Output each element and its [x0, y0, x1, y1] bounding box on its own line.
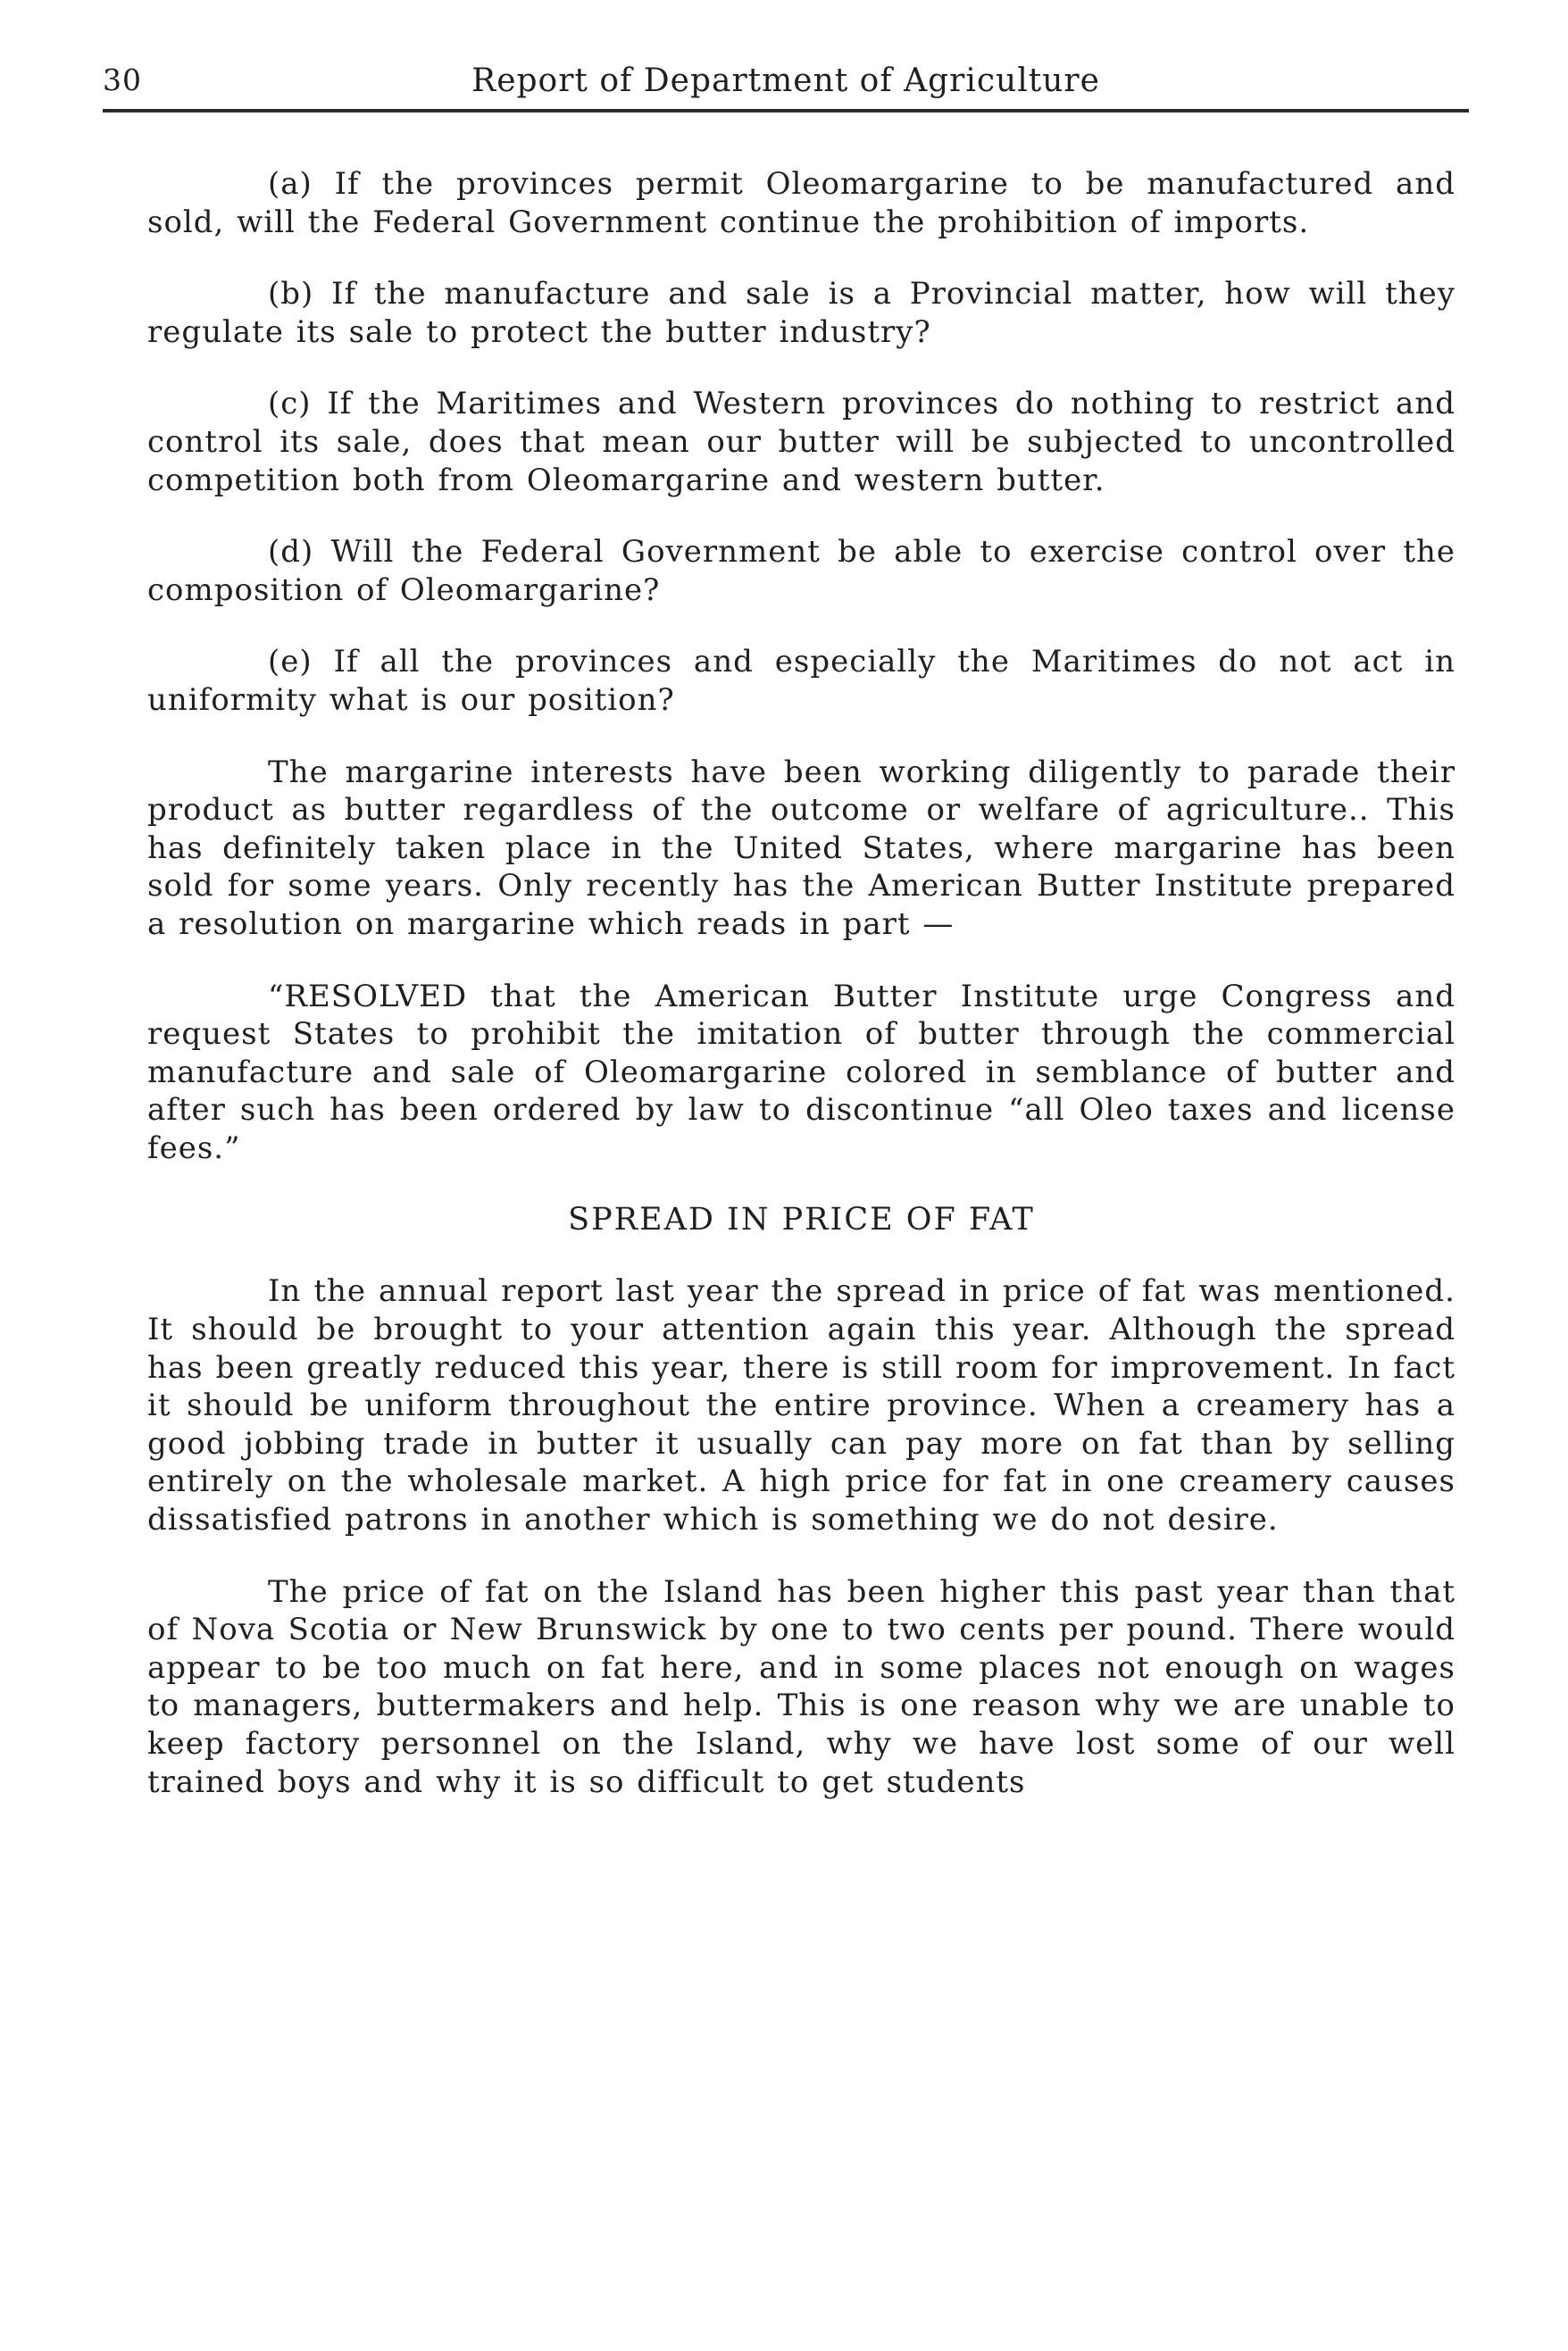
island-price-paragraph: The price of fat on the Island has been higher this past year than that of Nova Scotia or New Brunswick by one to two cents per pound. There would appear to be too much on fat here, and in some places not enough on wages to managers, buttermakers and help. This is one reason why we are unable to keep factory personnel on the Island, why we have lost some of our well trained boys and why it is so difficult to get students [147, 1573, 1455, 1800]
resolution-quote-paragraph: “RESOLVED that the American Butter Institute urge Congress and request States to prohibit the imitation of butter through the commercial manufacture and sale of Oleomargarine colored in semblance of butter and after such has been ordered by law to discontinue “all Oleo taxes and license fees.” [147, 978, 1455, 1166]
header-rule [103, 109, 1469, 113]
page-header [103, 63, 1469, 116]
question-d-paragraph: (d) Will the Federal Government be able to exercise control over the composition of Oleomargarine? [147, 534, 1455, 608]
margarine-interests-paragraph: The margarine interests have been working diligently to parade their product as butter regardless of the outcome or welfare of agriculture.. This has definitely taken place in the United States, where margarine has been sold for some years. Only recently has the American Butter Institute prepared a resolution on margarine which reads in part — [147, 754, 1455, 942]
question-e-paragraph: (e) If all the provinces and especially the Maritimes do not act in uniformity what is our position? [147, 644, 1455, 718]
question-c-paragraph: (c) If the Maritimes and Western provinces do nothing to restrict and control its sale, does that mean our butter will be subjected to uncontrolled competition both from Oleomargarine and western butter. [147, 386, 1455, 498]
question-b-paragraph: (b) If the manufacture and sale is a Provincial matter, how will they regulate its sale to protect the butter industry? [147, 276, 1455, 350]
spread-in-price-paragraph: In the annual report last year the spread in price of fat was mentioned. It should be brought to your attention again this year. Although the spread has been greatly reduced this year, there is still room for improvement. In fact it should be uniform throughout the entire province. When a creamery has a good jobbing trade in butter it usually can pay more on fat than by selling entirely on the wholesale market. A high price for fat in one creamery causes dissatisfied patrons in another which is something we do not desire. [147, 1273, 1455, 1538]
page-body [147, 165, 1455, 1835]
section-heading: SPREAD IN PRICE OF FAT [568, 1202, 1035, 1238]
question-a-paragraph: (a) If the provinces permit Oleomargarine to be manufactured and sold, will the Federal Government continue the prohibition of imports. [147, 166, 1455, 240]
running-title: Report of Department of Agriculture [471, 63, 1100, 99]
page-number: 30 [103, 63, 142, 97]
